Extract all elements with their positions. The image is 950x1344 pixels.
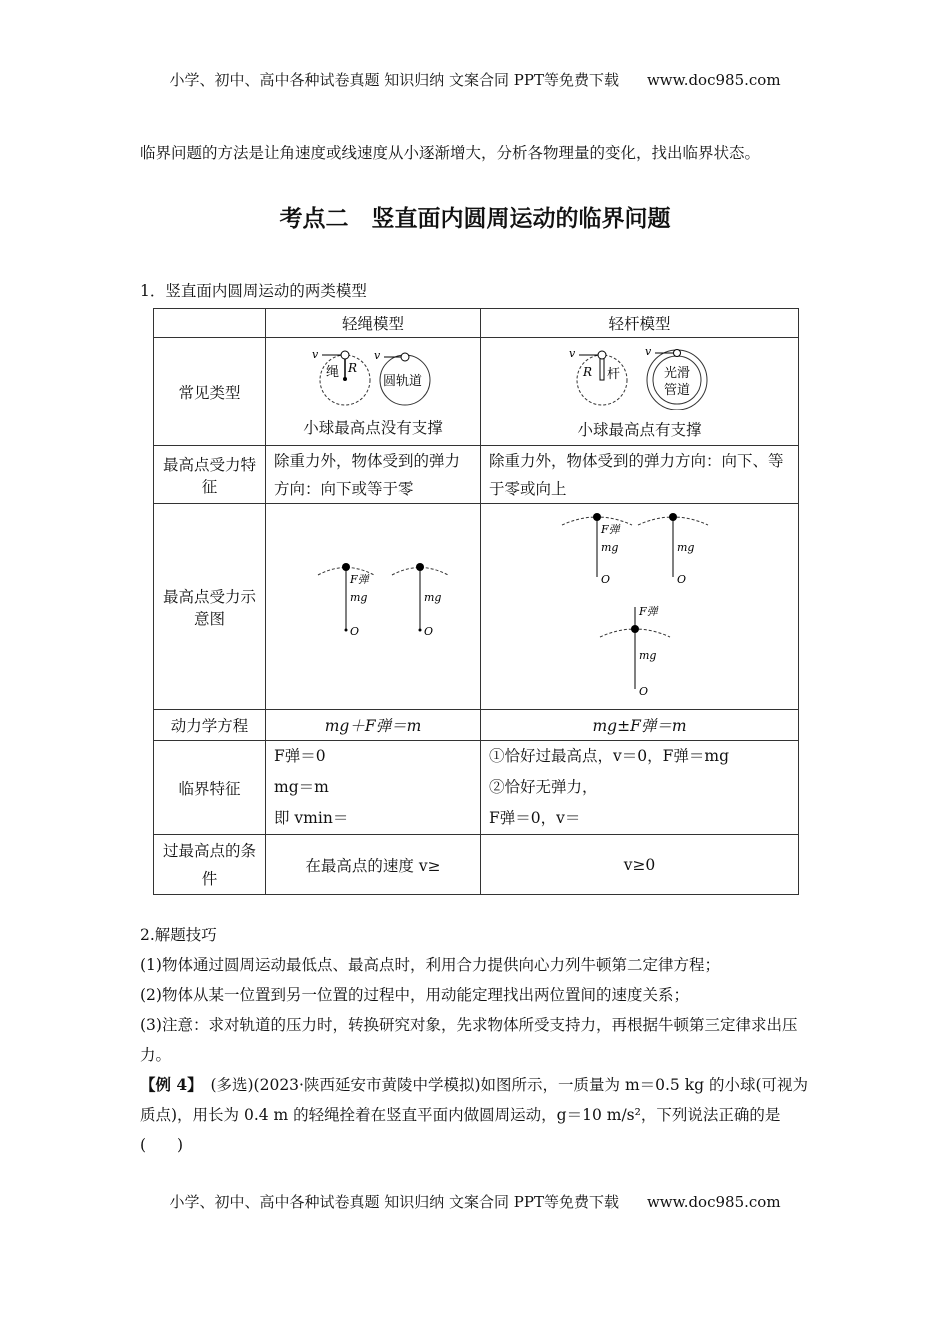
example — [140, 1070, 810, 1160]
rod-condition: v≥0 — [481, 835, 799, 895]
svg-text:O: O — [600, 572, 610, 586]
tip-line: (3)注意：求对轨道的压力时，转换研究对象，先求物体所受支持力，再根据牛顿第三定律求出压力。 — [140, 1016, 798, 1064]
rope-types-text: 小球最高点没有支撑 — [303, 418, 443, 437]
svg-text:v: v — [644, 344, 651, 358]
svg-text:O: O — [424, 624, 434, 638]
header-rope: 轻绳模型 — [266, 309, 481, 338]
crit-line: F弹＝0 — [274, 747, 326, 765]
header-text: 小学、初中、高中各种试卷真题 知识归纳 文案合同 PPT等免费下载 — [169, 71, 619, 89]
svg-text:圆轨道: 圆轨道 — [383, 373, 423, 389]
svg-text:mg: mg — [638, 648, 656, 662]
page-header — [0, 69, 950, 90]
row-label: 常见类型 — [154, 338, 266, 446]
tip-line: (2)物体从某一位置到另一位置的过程中，用动能定理找出两位置间的速度关系； — [140, 986, 689, 1004]
page-footer — [0, 1191, 950, 1212]
svg-text:R: R — [348, 360, 358, 375]
header-rod: 轻杆模型 — [481, 309, 799, 338]
svg-text:绳: 绳 — [326, 364, 340, 380]
svg-text:mg: mg — [350, 590, 368, 604]
crit-line: ①恰好过最高点，v＝0，F弹＝mg — [489, 747, 729, 765]
svg-text:O: O — [350, 624, 360, 638]
rope-force-diagram — [266, 504, 481, 710]
crit-line: ②恰好无弹力， — [489, 778, 598, 796]
rope-equation: mg＋F弹＝m — [266, 710, 481, 741]
rope-critical — [266, 741, 481, 835]
svg-text:mg: mg — [676, 540, 694, 554]
rod-force-diagram — [481, 504, 799, 710]
rope-models-figure — [308, 346, 438, 408]
row-label: 最高点受力特征 — [154, 446, 266, 504]
rope-force-text: 除重力外，物体受到的弹力方向：向下或等于零 — [266, 446, 481, 504]
tips-section — [140, 920, 810, 1160]
svg-text:mg: mg — [600, 540, 618, 554]
rod-force-text: 除重力外，物体受到的弹力方向：向下、等于零或向上 — [481, 446, 799, 504]
rod-models-figure — [565, 344, 715, 410]
svg-text:O: O — [676, 572, 686, 586]
row-label: 过最高点的条件 — [154, 835, 266, 895]
model-table — [153, 308, 799, 895]
intro-text: 临界问题的方法是让角速度或线速度从小逐渐增大，分析各物理量的变化，找出临界状态。 — [140, 144, 761, 162]
rope-condition: 在最高点的速度 v≥ — [266, 835, 481, 895]
svg-text:v: v — [374, 348, 381, 362]
crit-line: 即 vmin＝ — [274, 809, 349, 827]
svg-text:光滑: 光滑 — [663, 365, 690, 381]
svg-text:F弹: F弹 — [350, 572, 369, 586]
row-label: 动力学方程 — [154, 710, 266, 741]
crit-line: F弹＝0，v＝ — [489, 809, 581, 827]
rod-equation: mg±F弹＝m — [481, 710, 799, 741]
svg-text:F弹: F弹 — [638, 604, 658, 618]
row-label: 临界特征 — [154, 741, 266, 835]
item-heading: 1．竖直面内圆周运动的两类模型 — [140, 282, 367, 300]
svg-text:R: R — [582, 364, 592, 379]
header-url[interactable]: www.doc985.com — [646, 71, 781, 89]
tips-title: 2.解题技巧 — [140, 926, 217, 944]
rope-types-cell — [266, 338, 481, 446]
rod-types-text: 小球最高点有支撑 — [577, 420, 702, 439]
rod-critical — [481, 741, 799, 835]
rod-types-cell — [481, 338, 799, 446]
svg-text:F弹: F弹 — [600, 522, 620, 536]
crit-line: mg＝m — [274, 778, 329, 796]
example-tag: 【例 4】 — [140, 1075, 195, 1094]
corner-cell — [154, 309, 266, 338]
row-label: 最高点受力示意图 — [154, 504, 266, 710]
rope-fbd-figure — [298, 555, 448, 655]
footer-url[interactable]: www.doc985.com — [646, 1193, 781, 1211]
svg-text:管道: 管道 — [663, 382, 690, 398]
svg-text:杆: 杆 — [606, 366, 620, 382]
rod-fbd-figure — [560, 507, 720, 703]
svg-text:O: O — [638, 684, 648, 698]
section-title: 考点二 竖直面内圆周运动的临界问题 — [279, 205, 671, 232]
example-text: (多选)(2023·陕西延安市黄陵中学模拟)如图所示，一质量为 m＝0.5 kg 的小球(可视为质点)，用长为 0.4 m 的轻绳拴着在竖直平面内做圆周运动，g＝10 m/s²，下列说法正确的是( ) — [140, 1076, 809, 1154]
footer-text: 小学、初中、高中各种试卷真题 知识归纳 文案合同 PPT等免费下载 — [169, 1193, 619, 1211]
tip-line: (1)物体通过圆周运动最低点、最高点时，利用合力提供向心力列牛顿第二定律方程； — [140, 956, 720, 974]
svg-text:v: v — [568, 346, 575, 360]
svg-text:v: v — [312, 347, 319, 361]
svg-text:mg: mg — [424, 590, 442, 604]
